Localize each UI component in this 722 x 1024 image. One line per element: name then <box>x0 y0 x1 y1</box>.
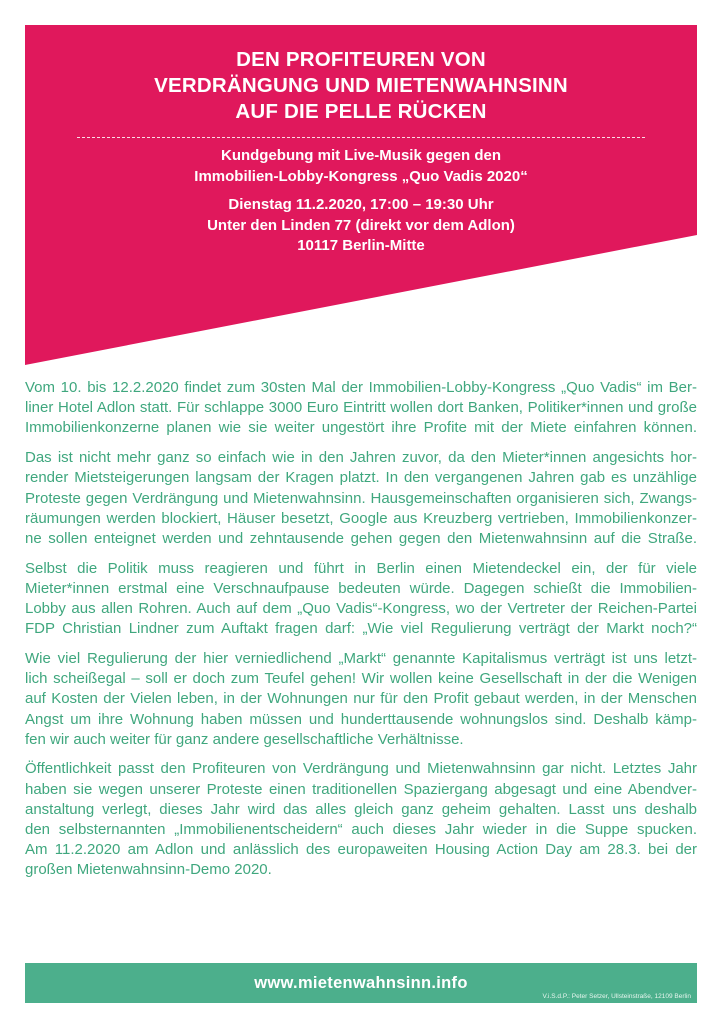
text-line: anstaltung verlegt, dieses Jahr wird das alles gleich ganz geheim gehalten. Lasst uns deshalb <box>25 800 697 818</box>
event-address: Unter den Linden 77 (direkt vor dem Adlon) <box>207 216 515 234</box>
text-line: Proteste gegen Verdrängung und Mietenwahnsinn. Hausgemeinschaften organisieren sich, Zwangs- <box>25 489 697 507</box>
event-postal-city: 10117 Berlin-Mitte <box>297 237 425 254</box>
headline <box>25 47 697 125</box>
header-banner <box>25 25 697 365</box>
event-details <box>25 195 697 257</box>
text-line: Das ist nicht mehr ganz so einfach wie in den Jahren zuvor, da den Mieter*innen angesichts hor- <box>25 449 697 467</box>
event-date-time: Dienstag 11.2.2020, 17:00 – 19:30 Uhr <box>228 196 494 213</box>
text-line: Angst um ihre Wohnung haben müssen und hunderttausende wohnungslos sind. Deshalb kämp- <box>25 710 697 728</box>
text-line: Selbst die Politik muss reagieren und führt in Berlin einen Mietendeckel ein, der für viele <box>25 559 697 577</box>
headline-line: AUF DIE PELLE RÜCKEN <box>235 100 487 123</box>
text-line: Lobby aus allen Rohren. Auch auf dem „Quo Vadis“-Kongress, wo der Vertreter der Reichen-Partei <box>25 600 697 618</box>
text-line: Mieter*innen erstmal eine Verschnaufpause bedeuten würde. Dagegen schießt die Immobilien- <box>25 579 697 597</box>
text-line: Wie viel Regulierung der hier verniedlichend „Markt“ genannte Kapitalismus verträgt ist uns letzt- <box>25 649 697 667</box>
paragraph-capitalism <box>25 649 697 750</box>
event-subline <box>25 146 697 187</box>
text-line: haben sie wegen unserer Proteste einen traditionellen Spaziergang abgesagt und eine Abendver- <box>25 780 697 798</box>
footer-bar <box>25 963 697 1003</box>
website-link[interactable]: www.mietenwahnsinn.info <box>254 974 468 992</box>
headline-line: DEN PROFITEUREN VON <box>236 48 486 71</box>
text-line: lich scheißegal – soll er doch zum Teufel gehen! Wir wollen keine Gesellschaft in der die Wenigen <box>25 670 697 688</box>
banner-content <box>25 25 697 257</box>
imprint-text: V.i.S.d.P.: Peter Setzer, Ullsteinstraße, 12109 Berlin <box>542 993 691 1000</box>
text-line-last: fen wir auch weiter für ganz andere gesellschaftliche Verhältnisse. <box>25 730 464 748</box>
text-line: den selbsternannten „Immobilienentscheidern“ auch dieses Jahr wieder in die Suppe spucken. <box>25 821 697 839</box>
text-line: Am 11.2.2020 am Adlon und anlässlich des europaweiten Housing Action Day am 28.3. bei der <box>25 841 697 859</box>
text-line: Vom 10. bis 12.2.2020 findet zum 30sten Mal der Immobilien-Lobby-Kongress „Quo Vadis“ im Ber- <box>25 379 697 396</box>
paragraph-protests <box>25 448 697 549</box>
paragraph-call-to-action <box>25 759 697 880</box>
subline-line: Immobilien-Lobby-Kongress „Quo Vadis 2020“ <box>194 167 528 185</box>
dashed-divider <box>77 137 645 138</box>
subline-line: Kundgebung mit Live-Musik gegen den <box>220 147 501 164</box>
article-body <box>25 378 697 890</box>
text-line: render Mietsteigerungen langsam der Kragen platzt. In den vergangenen Jahren gab es unzählige <box>25 469 697 487</box>
text-line: ne sollen enteignet werden und zehntausende gehen gegen den Mietenwahnsinn auf die Straße. <box>25 529 697 547</box>
headline-line: VERDRÄNGUNG UND MIETENWAHNSINN <box>154 74 568 97</box>
text-line: räumungen werden blockiert, Häuser besetzt, Google aus Kreuzberg vertrieben, Immobilienkonzer- <box>25 509 697 527</box>
paragraph-intro <box>25 378 697 439</box>
text-line: Immobilienkonzerne planen wie sie weiter ungestört ihre Profite mit der Miete einfahren können. <box>25 419 697 437</box>
text-line: auf Kosten der Vielen leben, in der Wohnungen nur für den Profit gebaut werden, in der Menschen <box>25 690 697 708</box>
text-line: liner Hotel Adlon statt. Für schlappe 3000 Euro Eintritt wollen dort Banken, Politiker*innen und große <box>25 399 697 417</box>
paragraph-politics <box>25 559 697 640</box>
text-line: FDP Christian Lindner zum Auftakt fragen darf: „Wie viel Regulierung verträgt der Markt noch?“ <box>25 620 697 638</box>
text-line-last: großen Mietenwahnsinn-Demo 2020. <box>25 861 272 879</box>
text-line: Öffentlichkeit passt den Profiteuren von Verdrängung und Mietenwahnsinn gar nicht. Letztes Jahr <box>25 760 697 778</box>
